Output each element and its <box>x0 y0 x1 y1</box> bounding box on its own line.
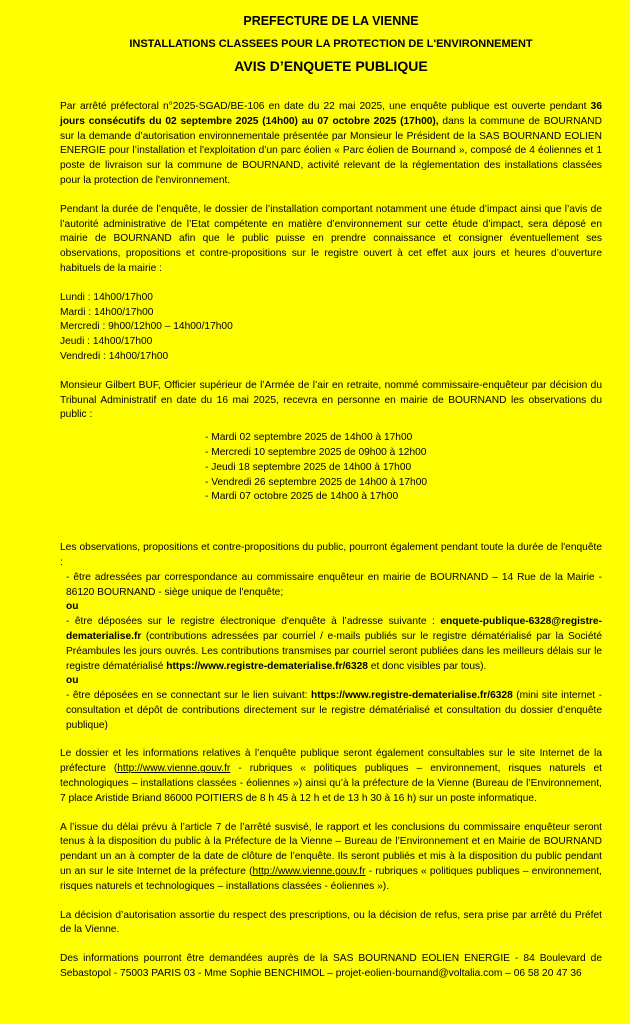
observations-intro: Les observations, propositions et contre-propositions du public, pourront également pendant toute la durée de l'enquête : <box>60 542 602 568</box>
or-label: ou <box>66 601 79 613</box>
list-item: - Mercredi 10 septembre 2025 de 09h00 à 12h00 <box>205 446 427 458</box>
internet-paragraph: Le dossier et les informations relatives à l’enquête publique seront également consultables sur le site Internet de la préfecture (http://www.vienne.gouv.fr - rubriques « politiques publiques – environnement, risques naturels et technologiques – installations classées - éoliennes ») ainsi qu’à la préfecture de la Vienne (Bureau de l’Environnement, 7 place Aristide Briand 86000 POITIERS de 8 h 45 à 12 h et de 13 h 30 à 16 h) sur un poste informatique. <box>60 748 602 804</box>
report-paragraph: A l’issue du délai prévu à l’article 7 de l’arrêté susvisé, le rapport et les conclusions du commissaire enquêteur seront tenus à la disposition du public à la Préfecture de la Vienne – Bureau de l’Environnement et en Mairie de BOURNAND pendant un an à compter de la date de clôture de l’enquête. Ils seront publiés et mis à la disposition du public pendant un an sur le site Internet de la préfecture (http://www.vienne.gouv.fr - rubriques « politiques publiques – environnement, risques naturels et technologiques – installations classées - éoliennes »). <box>60 821 603 892</box>
email-link[interactable]: enquete-publique-6328@registre-dematerialise.fr <box>66 616 602 642</box>
inquiry-dates: 36 jours consécutifs du 02 septembre 2025 (14h00) au 07 octobre 2025 (17h00), <box>60 101 602 127</box>
list-item: - Mardi 02 septembre 2025 de 14h00 à 17h00 <box>205 432 413 444</box>
contact-paragraph: Des informations pourront être demandées auprès de la SAS BOURNAND EOLIEN ENERGIE - 84 Boulevard de Sebastopol - 75003 PARIS 03 - Mme Sophie BENCHIMOL – projet-eolien-bournand@voltalia.com – 06 58 20 47 36 <box>60 953 602 980</box>
list-item: Mercredi : 9h00/12h00 – 14h00/17h00 <box>60 321 233 333</box>
prefecture-website-link[interactable]: http://www.vienne.gouv.fr <box>252 866 366 878</box>
decision-paragraph: La décision d’autorisation assortie du respect des prescriptions, ou la décision de refus, sera prise par arrêté du Préfet de la Vienne. <box>60 909 602 936</box>
commissioner-paragraph: Monsieur Gilbert BUF, Officier supérieur de l’Armée de l’air en retraite, nommé commissaire-enquêteur par décision du Tribunal Administratif en date du 16 mai 2025, recevra en personne en mairie de BOURNAND les observations du public : <box>60 379 602 421</box>
list-item: Lundi : 14h00/17h00 <box>60 291 153 303</box>
registry-link[interactable]: https://www.registre-dematerialise.fr/6328 <box>311 690 513 702</box>
icpe-subheading: INSTALLATIONS CLASSEES POUR LA PROTECTION DE L'ENVIRONNEMENT <box>129 38 533 50</box>
opening-hours-list <box>60 291 602 365</box>
registry-link[interactable]: https://www.registre-dematerialise.fr/6328 <box>166 660 368 672</box>
list-item: - Vendredi 26 septembre 2025 de 14h00 à 17h00 <box>205 476 428 488</box>
list-item: - Mardi 07 octobre 2025 de 14h00 à 17h00 <box>205 491 399 503</box>
option-email: - être déposées sur le registre électronique d'enquête à l’adresse suivante : enquete-publique-6328@registre-dematerialise.fr (contributions adressées par courriel / e-mails publiés sur le registre dématérialisé par la Société Préambules les jours ouvrés. Les contributions transmises par courriel seront publiées dans les meilleurs délais sur le registre dématérialisé https://www.registre-dematerialise.fr/6328 et donc visibles par tous). <box>66 616 602 672</box>
list-item: - Jeudi 18 septembre 2025 de 14h00 à 17h00 <box>205 461 412 473</box>
observations-options <box>60 571 602 734</box>
or-label: ou <box>66 675 79 687</box>
notice-title: AVIS D’ENQUETE PUBLIQUE <box>234 58 428 74</box>
list-item: Mardi : 14h00/17h00 <box>60 306 154 318</box>
option-mail: - être adressées par correspondance au commissaire enquêteur en mairie de BOURNAND – 14 Rue de la Mairie - 86120 BOURNAND - siège unique de l'enquête; <box>66 571 602 598</box>
prefecture-website-link[interactable]: http://www.vienne.gouv.fr <box>117 763 231 775</box>
option-online: - être déposées en se connectant sur le lien suivant: https://www.registre-dematerialise.fr/6328 (mini site internet - consultation et dépôt de contributions directement sur le registre dématérialisé et consultation du dossier d’enquête publique) <box>66 690 602 731</box>
prefecture-heading: PREFECTURE DE LA VIENNE <box>243 14 419 28</box>
list-item: Jeudi : 14h00/17h00 <box>60 336 153 348</box>
list-item: Vendredi : 14h00/17h00 <box>60 350 169 362</box>
permanences-list <box>60 431 602 505</box>
dossier-paragraph: Pendant la durée de l’enquête, le dossier de l’installation comportant notamment une étude d’impact ainsi que l’avis de l’autorité administrative de l’Etat compétente en matière d’environnement sur cette étude d’impact, sera déposé en mairie de BOURNAND afin que le public puisse en prendre connaissance et consigner éventuellement ses observations, propositions et contre-propositions sur le registre ouvert à cet effet aux jours et heures d’ouverture habituels de la mairie : <box>60 203 602 274</box>
intro-paragraph: Par arrêté préfectoral n°2025-SGAD/BE-106 en date du 22 mai 2025, une enquête publique est ouverte pendant 36 jours consécutifs du 02 septembre 2025 (14h00) au 07 octobre 2025 (17h00), dans la commune de BOURNAND sur la demande d’autorisation environnementale présentée par Monsieur le Président de la SAS BOURNAND EOLIEN ENERGIE pour l’installation et l'exploitation d’un parc éolien « Parc éolien de Bournand », composé de 4 éoliennes et 1 poste de livraison sur la commune de BOURNAND, activité relevant de la réglementation des installations classées pour la protection de l'environnement. <box>60 101 602 186</box>
